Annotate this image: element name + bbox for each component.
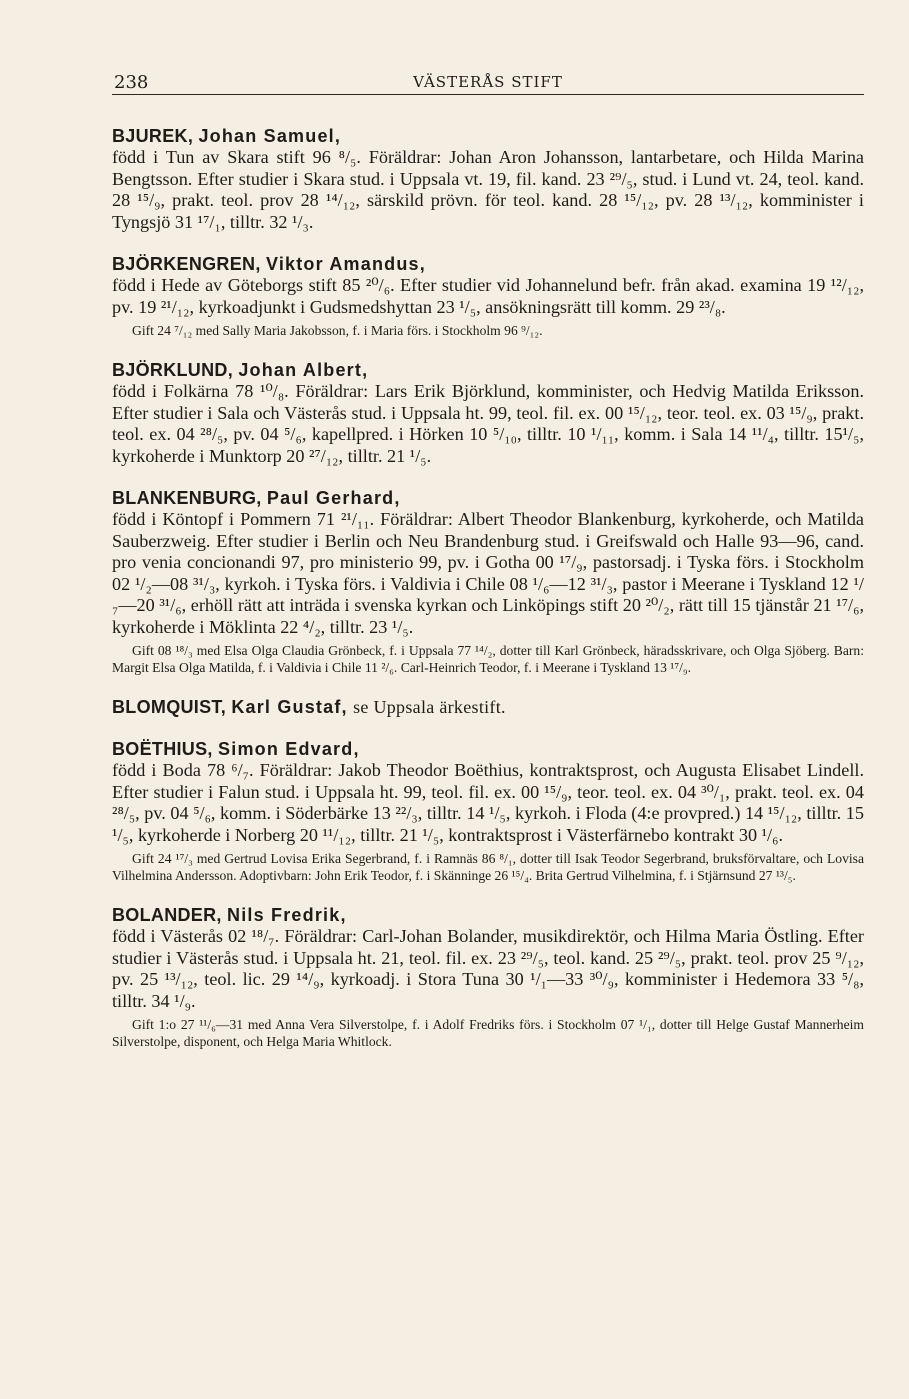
entry-body: född i Tun av Skara stift 96 ⁸/₅. Föräldrar: Johan Aron Johansson, lantarbetare, och Hilda Marina Bengtsson. Efter studier i Skara stud. i Uppsala vt. 19, fil. kand. 23 ²⁹/₅, stud. i Lund vt. 24, teol. kand. 28 ¹⁵/₉, prakt. teol. prov 28 ¹⁴/₁₂, särskild prövn. för teol. kand. 28 ¹⁵/₁₂, pv. 28 ¹³/₁₂, komminister i Tyngsjö 31 ¹⁷/₁, tilltr. 32 ¹/₃.: [112, 147, 864, 232]
entry-heading: [112, 738, 864, 760]
entry-marriage: Gift 1:o 27 ¹¹/₆—31 med Anna Vera Silverstolpe, f. i Adolf Fredriks förs. i Stockholm 07 ¹/₁, dotter till Helge Gustaf Mannerheim Silverstolpe, disponent, och Helga Maria Whitlock.: [112, 1017, 864, 1049]
entry-heading: [112, 904, 864, 926]
entry-boethius: [112, 738, 864, 884]
entry-given-name: Karl Gustaf,: [231, 697, 348, 717]
entry-given-name: Johan Albert,: [238, 360, 369, 380]
entry-surname: BJÖRKENGREN,: [112, 254, 261, 274]
entry-bolander: [112, 904, 864, 1050]
entry-body: född i Västerås 02 ¹⁸/₇. Föräldrar: Carl-Johan Bolander, musikdirektör, och Hilma Maria Östling. Efter studier i Västerås stud. i Uppsala ht. 21, teol. fil. ex. 23 ²⁹/₅, teol. kand. 25 ²⁹/₅, prakt. teol. prov 25 ⁹/₁₂, pv. 25 ¹³/₁₂, teol. lic. 29 ¹⁴/₉, kyrkoadj. i Stora Tuna 30 ¹/₁—33 ³⁰/₉, komminister i Hedemora 33 ⁵/₈, tilltr. 34 ¹/₉.: [112, 926, 864, 1011]
entry-marriage: Gift 08 ¹⁸/₃ med Elsa Olga Claudia Grönbeck, f. i Uppsala 77 ¹⁴/₂, dotter till Karl Grönbeck, häradsskrivare, och Olga Sjöberg. Barn: Margit Elsa Olga Matilda, f. i Valdivia i Chile 11 ²/₆. Carl-Heinrich Teodor, f. i Meerane i Tyskland 13 ¹⁷/₉.: [112, 643, 864, 675]
entry-body: född i Köntopf i Pommern 71 ²¹/₁₁. Föräldrar: Albert Theodor Blankenburg, kyrkoherde, och Matilda Sauberzweig. Efter studier i Berlin och Neu Brandenburg stud. i Greifswald och Halle 93—96, cand. pro venia concionandi 97, pro ministerio 99, pv. i Gotha 00 ¹⁷/₉, pastorsadj. i Tyska förs. i Stockholm 02 ¹/₂—08 ³¹/₃, kyrkoh. i Tyska förs. i Valdivia i Chile 08 ¹/₆—12 ³¹/₃, pastor i Meerane i Tyskland 12 ¹/₇—20 ³¹/₆, erhöll rätt att inträda i svenska kyrkan och Linköpings stift 20 ²⁰/₂, rätt till 15 tjänstår 21 ¹⁷/₆, kyrkoherde i Möklinta 22 ⁴/₂, tilltr. 23 ¹/₅.: [112, 509, 864, 637]
entry-given-name: Paul Gerhard,: [266, 488, 401, 508]
entry-heading: [112, 253, 864, 275]
entry-body: född i Boda 78 ⁶/₇. Föräldrar: Jakob Theodor Boëthius, kontraktsprost, och Augusta Elisabet Lindell. Efter studier i Falun stud. i Uppsala ht. 99, teol. fil. ex. 00 ¹⁵/₉, teor. teol. ex. 04 ³⁰/₁, prakt. teol. ex. 04 ²⁸/₅, pv. 04 ⁵/₆, komm. i Söderbärke 13 ²²/₃, tilltr. 14 ¹/₅, kyrkoh. i Floda (4:e provpred.) 14 ¹⁵/₁₂, tilltr. 15 ¹/₅, kyrkoherde i Norberg 20 ¹¹/₁₂, tilltr. 21 ¹/₅, kontraktsprost i Västerfärnebo kontrakt 30 ¹/₆.: [112, 760, 864, 845]
page-number: 238: [114, 72, 149, 93]
entry-surname: BLOMQUIST,: [112, 697, 226, 717]
entry-marriage: Gift 24 ¹⁷/₃ med Gertrud Lovisa Erika Segerbrand, f. i Ramnäs 86 ⁸/₁, dotter till Isak Teodor Segerbrand, bruksförvaltare, och Lovisa Vilhelmina Andersson. Adoptivbarn: John Erik Teodor, f. i Skänninge 26 ¹⁵/₄. Brita Gertrud Vilhelmina, f. i Stjärnsund 27 ¹³/₅.: [112, 851, 864, 883]
entry-given-name: Johan Samuel,: [198, 126, 342, 146]
entry-blomquist: [112, 696, 864, 718]
entry-heading: [112, 359, 864, 381]
entry-heading: [112, 487, 864, 509]
entry-given-name: Simon Edvard,: [218, 739, 360, 759]
page: [112, 66, 864, 1050]
entry-heading: [112, 125, 864, 147]
entry-surname: BOLANDER,: [112, 905, 222, 925]
entry-body: född i Folkärna 78 ¹⁰/₈. Föräldrar: Lars Erik Björklund, komminister, och Hedvig Matilda Eriksson. Efter studier i Sala och Västerås stud. i Uppsala ht. 99, teol. fil. ex. 00 ¹⁵/₁₂, teor. teol. ex. 03 ¹⁵/₉, prakt. teol. ex. 04 ²⁸/₅, pv. 04 ⁵/₆, kapellpred. i Hörken 10 ⁵/₁₀, tilltr. 10 ¹/₁₁, komm. i Sala 14 ¹¹/₄, tilltr. 15¹/₅, kyrkoherde i Munktorp 20 ²⁷/₁₂, tilltr. 21 ¹/₅.: [112, 381, 864, 466]
page-header: [112, 66, 864, 95]
entry-heading: [112, 696, 864, 718]
entry-bjorkengren: [112, 253, 864, 339]
cross-reference: se Uppsala ärkestift.: [353, 697, 506, 717]
entry-bjurek: [112, 125, 864, 233]
entry-given-name: Nils Fredrik,: [227, 905, 347, 925]
running-title: VÄSTERÅS STIFT: [413, 73, 563, 91]
entry-body: född i Hede av Göteborgs stift 85 ²⁰/₆. Efter studier vid Johannelund befr. från akad. examina 19 ¹²/₁₂, pv. 19 ²¹/₁₂, kyrkoadjunkt i Gudsmedshyttan 23 ¹/₅, ansökningsrätt till komm. 29 ²³/₈.: [112, 275, 864, 317]
entry-blankenburg: [112, 487, 864, 676]
entry-surname: BJÖRKLUND,: [112, 360, 234, 380]
entry-surname: BJUREK,: [112, 126, 194, 146]
entry-marriage: Gift 24 ⁷/₁₂ med Sally Maria Jakobsson, f. i Maria förs. i Stockholm 96 ⁹/₁₂.: [132, 323, 543, 338]
entry-given-name: Viktor Amandus,: [265, 254, 426, 274]
entry-surname: BLANKENBURG,: [112, 488, 262, 508]
entry-surname: BOËTHIUS,: [112, 739, 213, 759]
entry-bjorklund: [112, 359, 864, 467]
